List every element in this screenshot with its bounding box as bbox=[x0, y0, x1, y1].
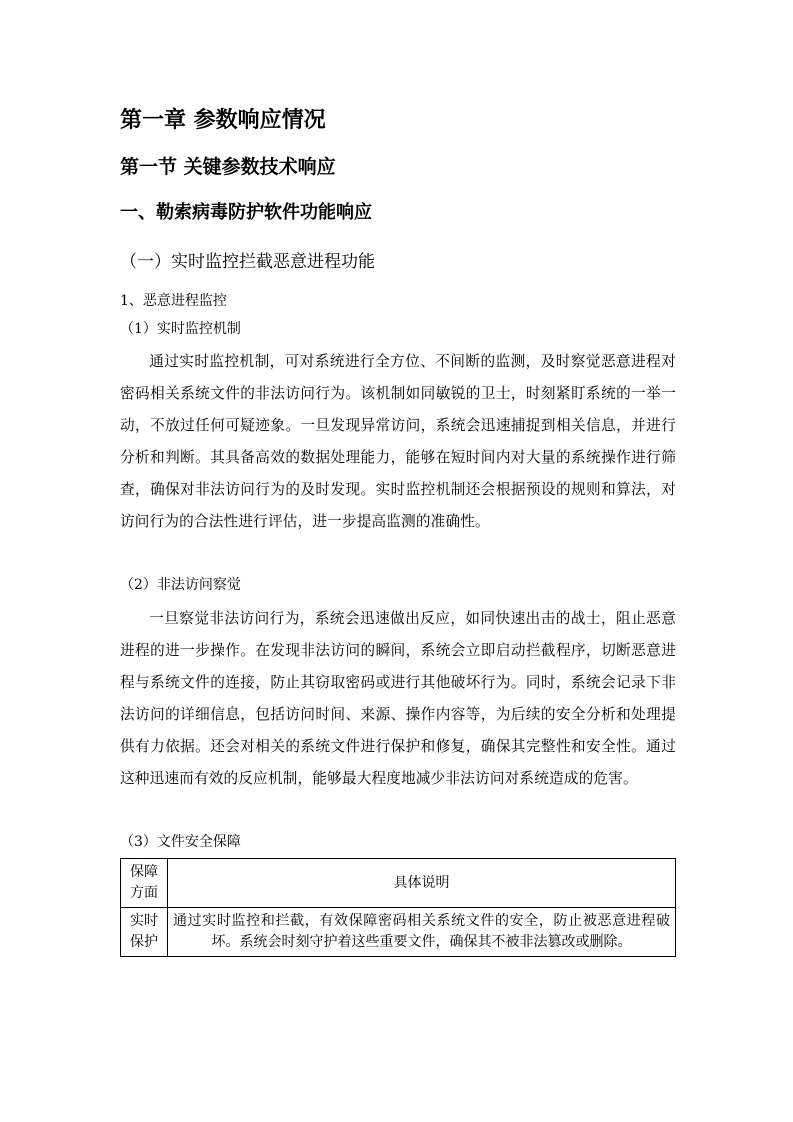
table-cell-description: 通过实时监控和拦截，有效保障密码相关系统文件的安全，防止被恶意进程破坏。系统会时刻守护着这些重要文件，确保其不被非法篡改或删除。 bbox=[168, 908, 676, 957]
table-header-description: 具体说明 bbox=[168, 859, 676, 908]
sub2-title: （2）非法访问察觉 bbox=[120, 577, 241, 593]
point-title: 1、恶意进程监控 bbox=[120, 293, 227, 309]
security-table bbox=[120, 858, 676, 957]
chapter-title: 第一章 参数响应情况 bbox=[120, 107, 326, 133]
table-header-row bbox=[121, 859, 676, 908]
sub1-title: （1）实时监控机制 bbox=[120, 321, 241, 337]
sub3-title: （3）文件安全保障 bbox=[120, 834, 241, 850]
table-row bbox=[121, 908, 676, 957]
subsection-title: 一、勒索病毒防护软件功能响应 bbox=[120, 202, 372, 223]
item-title: （一）实时监控拦截恶意进程功能 bbox=[120, 252, 375, 272]
sub1-paragraph: 通过实时监控机制，可对系统进行全方位、不间断的监测，及时察觉恶意进程对密码相关系统文件的非法访问行为。该机制如同敏锐的卫士，时刻紧盯系统的一举一动，不放过任何可疑迹象。一旦发现异常访问，系统会迅速捕捉到相关信息，并进行分析和判断。其具备高效的数据处理能力，能够在短时间内对大量的系统操作进行筛查，确保对非法访问行为的及时发现。实时监控机制还会根据预设的规则和算法，对访问行为的合法性进行评估，进一步提高监测的准确性。 bbox=[120, 353, 676, 530]
table-header-aspect: 保障方面 bbox=[121, 859, 168, 908]
table-cell-aspect: 实时保护 bbox=[121, 908, 168, 957]
sub2-paragraph: 一旦察觉非法访问行为，系统会迅速做出反应，如同快速出击的战士，阻止恶意进程的进一步操作。在发现非法访问的瞬间，系统会立即启动拦截程序，切断恶意进程与系统文件的连接，防止其窃取密码或进行其他破坏行为。同时，系统会记录下非法访问的详细信息，包括访问时间、来源、操作内容等，为后续的安全分析和处理提供有力依据。还会对相关的系统文件进行保护和修复，确保其完整性和安全性。通过这种迅速而有效的反应机制，能够最大程度地减少非法访问对系统造成的危害。 bbox=[120, 610, 676, 787]
section-title: 第一节 关键参数技术响应 bbox=[120, 156, 336, 178]
